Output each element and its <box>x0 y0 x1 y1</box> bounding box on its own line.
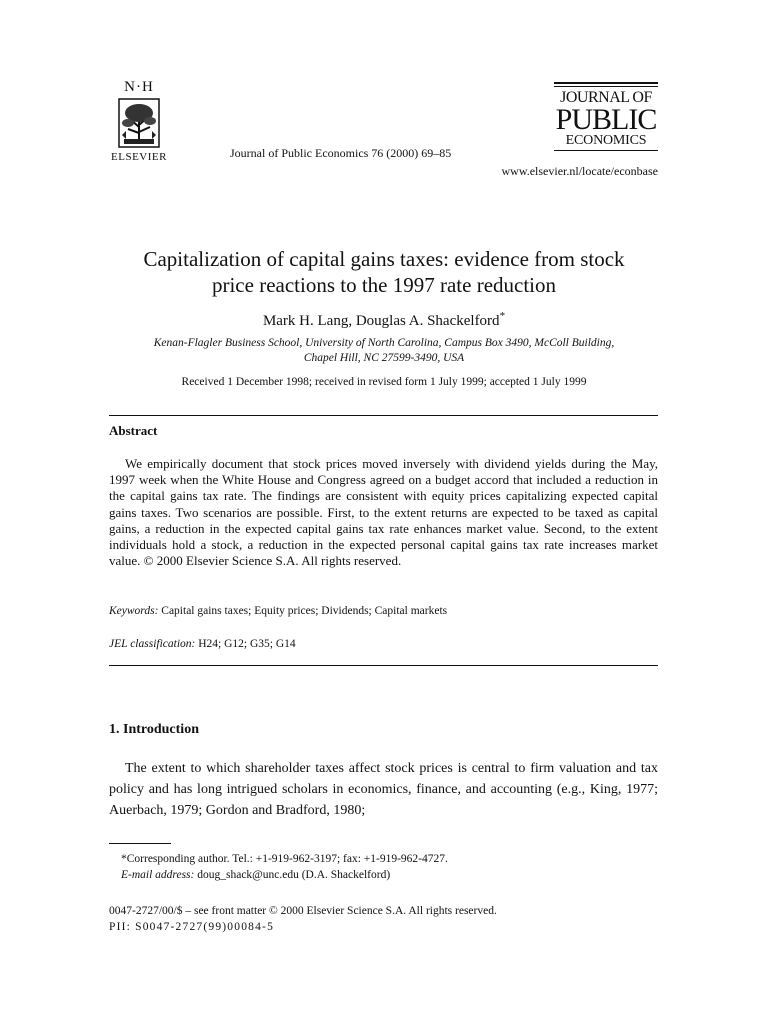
article-title <box>100 246 668 298</box>
section-divider <box>109 665 658 666</box>
jel-classification <box>109 638 296 650</box>
journal-logo <box>554 82 658 154</box>
author-list <box>100 310 668 330</box>
abstract-heading: Abstract <box>109 423 158 438</box>
logo-rule <box>554 150 658 151</box>
footnote-rule <box>109 843 171 844</box>
title-line-1: Capitalization of capital gains taxes: evidence from stock <box>143 247 625 271</box>
corresponding-author-note: *Corresponding author. Tel.: +1-919-962-3197; fax: +1-919-962-4727. <box>121 853 448 865</box>
jel-label: JEL classification: <box>109 638 196 650</box>
logo-rule <box>554 86 658 87</box>
keywords <box>109 605 447 617</box>
issn-line: 0047-2727/00/$ – see front matter © 2000 Elsevier Science S.A. All rights reserved. <box>109 905 497 917</box>
jel-value: H24; G12; G35; G14 <box>198 638 296 650</box>
introduction-body: The extent to which shareholder taxes affect stock prices is central to firm valuation and tax policy and has long intrigued scholars in economics, finance, and accounting (e.g., King, 1977; Auerbach, 1979; Gordon and Bradford, 1980; <box>109 761 658 818</box>
authors-text: Mark H. Lang, Douglas A. Shackelford <box>262 313 500 329</box>
journal-logo-line1: JOURNAL OF <box>560 89 652 106</box>
publisher-name: ELSEVIER <box>111 151 167 163</box>
elsevier-tree-icon <box>116 97 162 149</box>
affiliation-line-2: Chapel Hill, NC 27599-3490, USA <box>303 352 465 364</box>
keywords-value: Capital gains taxes; Equity prices; Dividends; Capital markets <box>161 605 448 617</box>
corresponding-author-mark[interactable]: * <box>499 310 506 322</box>
email-note <box>121 869 390 881</box>
logo-rule <box>554 82 658 84</box>
keywords-label: Keywords: <box>109 605 159 617</box>
publisher-logo <box>104 80 174 163</box>
affiliation-line-1: Kenan-Flagler Business School, University of North Carolina, Campus Box 3490, McColl Building, <box>153 337 615 349</box>
introduction-heading: 1. Introduction <box>109 722 199 737</box>
pii-line: PII: S0047-2727(99)00084-5 <box>109 921 275 933</box>
publisher-mark: N·H <box>124 79 154 95</box>
affiliation <box>100 336 668 366</box>
abstract-body: We empirically document that stock prices moved inversely with dividend yields during the May, 1997 week when the White House and Congress agreed on a budget accord that included a reduction in the capital gains tax rate. The findings are consistent with equity prices capitalizing expected capital gains taxes. Two scenarios are possible. First, to the extent returns are expected to be taxed as capital gains, a reduction in the expected capital gains tax rate enhances market value. Second, to the extent individuals hold a stock, a reduction in the expected personal capital gains tax rate increases market value. © 2000 Elsevier Science S.A. All rights reserved. <box>109 456 658 569</box>
journal-logo-line2: PUBLIC <box>555 103 657 136</box>
email-label: E-mail address: <box>121 869 195 881</box>
journal-citation: Journal of Public Economics 76 (2000) 69–85 <box>230 146 452 160</box>
received-dates: Received 1 December 1998; received in revised form 1 July 1999; accepted 1 July 1999 <box>181 376 587 388</box>
journal-url[interactable]: www.elsevier.nl/locate/econbase <box>501 164 658 178</box>
email-value[interactable]: doug_shack@unc.edu (D.A. Shackelford) <box>197 869 391 881</box>
title-line-2: price reactions to the 1997 rate reduction <box>211 273 557 297</box>
section-divider <box>109 415 658 416</box>
journal-logo-line3: ECONOMICS <box>565 133 647 148</box>
